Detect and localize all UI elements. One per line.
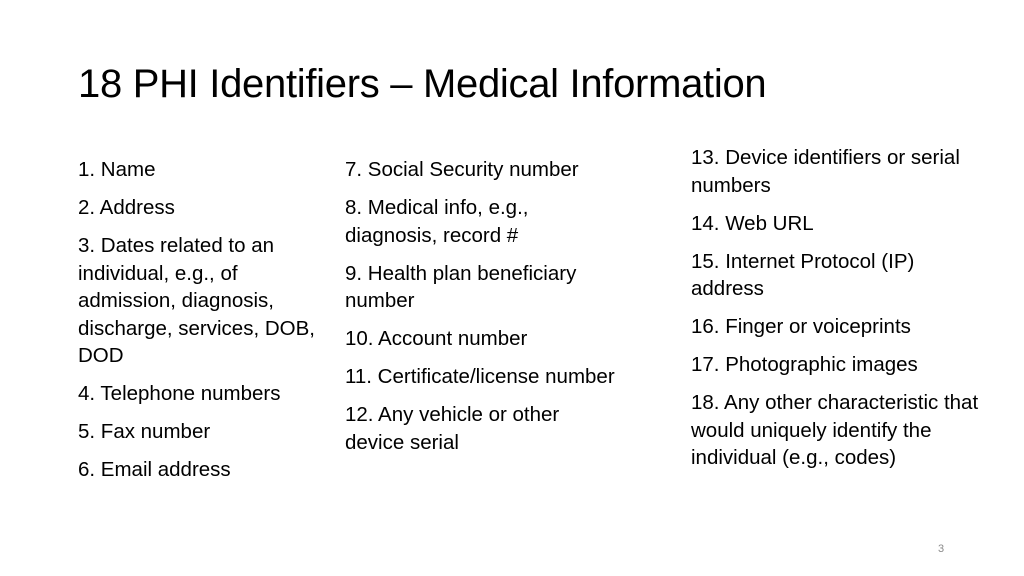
identifier-item-5: 5. Fax number <box>78 420 211 443</box>
slide-page-number: 3 <box>938 543 945 555</box>
identifier-item-13: 13. Device identifiers or serial numbers <box>691 146 960 197</box>
slide-title: 18 PHI Identifiers – Medical Information <box>78 62 767 106</box>
identifier-item-6: 6. Email address <box>78 458 231 481</box>
identifier-item-11: 11. Certificate/license number <box>345 365 615 388</box>
identifier-item-9: 9. Health plan beneficiary number <box>345 261 577 312</box>
identifier-item-10: 10. Account number <box>345 327 528 350</box>
identifier-item-7: 7. Social Security number <box>345 158 579 181</box>
identifier-list-column-1 <box>78 156 318 494</box>
identifier-item-12: 12. Any vehicle or other device serial <box>345 403 560 454</box>
identifier-item-4: 4. Telephone numbers <box>78 382 281 405</box>
identifier-item-8: 8. Medical info, e.g., diagnosis, record # <box>345 196 529 247</box>
identifier-item-2: 2. Address <box>78 196 175 219</box>
identifier-item-1: 1. Name <box>78 158 156 181</box>
identifier-item-17: 17. Photographic images <box>691 353 918 376</box>
identifier-list-column-2 <box>345 156 620 467</box>
identifier-item-16: 16. Finger or voiceprints <box>691 315 911 338</box>
identifier-item-3: 3. Dates related to an individual, e.g., of admission, diagnosis, discharge, services, DOB, DOD <box>78 234 315 367</box>
identifier-item-15: 15. Internet Protocol (IP) address <box>691 249 915 300</box>
identifier-list-column-3 <box>691 144 991 482</box>
identifier-item-14: 14. Web URL <box>691 211 814 235</box>
identifier-item-18: 18. Any other characteristic that would uniquely identify the individual (e.g., codes) <box>691 391 979 469</box>
